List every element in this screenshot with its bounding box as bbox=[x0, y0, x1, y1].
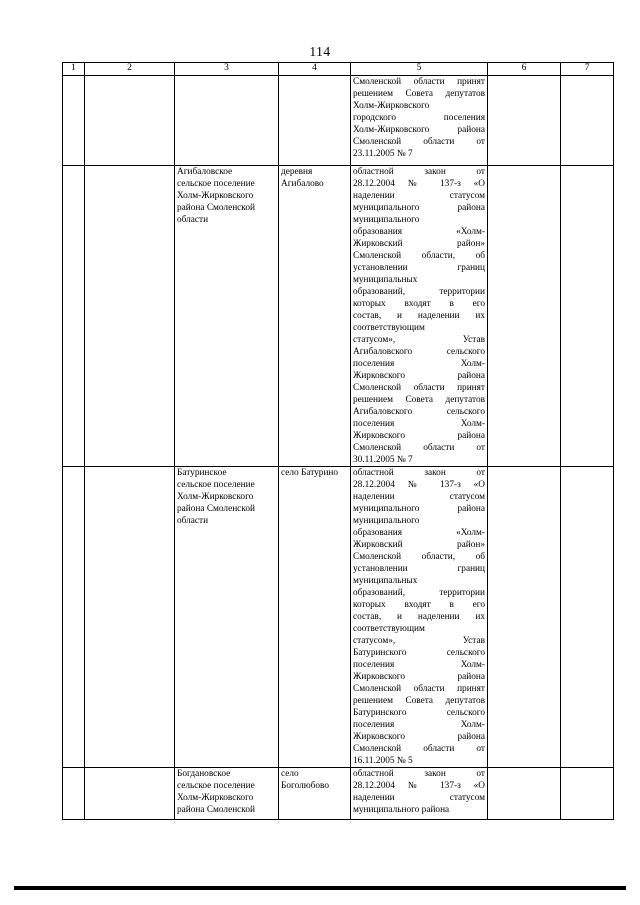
cell-line: муниципального bbox=[353, 516, 420, 526]
cell-line: Агибаловское bbox=[177, 167, 233, 177]
cell-number bbox=[63, 76, 85, 166]
cell-number bbox=[63, 166, 85, 467]
cell-center bbox=[279, 467, 351, 768]
cell-line: Агибаловского сельского bbox=[353, 407, 485, 417]
page-number: 114 bbox=[309, 44, 331, 59]
cell-number bbox=[63, 467, 85, 768]
cell-municipality bbox=[85, 467, 175, 768]
cell-line: района Смоленской bbox=[177, 203, 255, 213]
cell-line: Холм-Жирковского района bbox=[353, 125, 485, 135]
cell-line: Жирковский район» bbox=[353, 540, 485, 550]
cell-line: муниципальных bbox=[353, 275, 418, 285]
cell-line: муниципального bbox=[353, 215, 420, 225]
header-row bbox=[63, 63, 614, 76]
cell-municipality bbox=[85, 768, 175, 820]
cell-legal-basis bbox=[351, 166, 488, 467]
cell-line: установлении границ bbox=[353, 564, 485, 574]
cell-settlement bbox=[175, 166, 279, 467]
cell-line: образований, территории bbox=[353, 287, 485, 297]
cell-line: образований, территории bbox=[353, 588, 485, 598]
cell-line: 23.11.2005 № 7 bbox=[353, 149, 413, 159]
bottom-rule bbox=[14, 886, 626, 890]
cell-line: Батуринского сельского bbox=[353, 708, 485, 718]
cell-empty-7 bbox=[561, 166, 614, 467]
cell-center bbox=[279, 76, 351, 166]
cell-number bbox=[63, 768, 85, 820]
cell-line: муниципального района bbox=[353, 805, 450, 815]
cell-line: муниципального района bbox=[353, 203, 485, 213]
table-row bbox=[63, 166, 614, 467]
cell-legal-basis bbox=[351, 467, 488, 768]
cell-line: областной закон от bbox=[353, 769, 485, 779]
cell-line: образования «Холм- bbox=[353, 227, 485, 237]
cell-line: наделении статусом bbox=[353, 793, 485, 803]
cell-line: Смоленской области принят bbox=[353, 383, 485, 393]
cell-line: Жирковский район» bbox=[353, 239, 485, 249]
cell-line: Холм-Жирковского bbox=[353, 101, 430, 111]
cell-line: решением Совета депутатов bbox=[353, 696, 485, 706]
cell-line: 28.12.2004 № 137-з «О bbox=[353, 781, 485, 791]
cell-line: сельское поселение bbox=[177, 179, 255, 189]
cell-line: установлении границ bbox=[353, 263, 485, 273]
header-cell-2: 2 bbox=[85, 63, 175, 76]
header-cell-3: 3 bbox=[175, 63, 279, 76]
header-cell-6: 6 bbox=[488, 63, 561, 76]
cell-line: статусом», Устав bbox=[353, 335, 485, 345]
cell-legal-basis bbox=[351, 768, 488, 820]
cell-line: муниципальных bbox=[353, 576, 418, 586]
table-row bbox=[63, 76, 614, 166]
settlements-table bbox=[62, 62, 614, 820]
cell-empty-6 bbox=[488, 76, 561, 166]
cell-line: поселения Холм- bbox=[353, 720, 485, 730]
cell-line: Жирковского района bbox=[353, 371, 485, 381]
cell-line: муниципального района bbox=[353, 504, 485, 514]
cell-line: областной закон от bbox=[353, 468, 485, 478]
cell-line: Холм-Жирковского bbox=[177, 492, 254, 502]
cell-empty-7 bbox=[561, 76, 614, 166]
cell-line: 30.11.2005 № 7 bbox=[353, 455, 413, 465]
cell-municipality bbox=[85, 166, 175, 467]
header-cell-5: 5 bbox=[351, 63, 488, 76]
cell-center bbox=[279, 166, 351, 467]
cell-line: решением Совета депутатов bbox=[353, 395, 485, 405]
cell-line: городского поселения bbox=[353, 113, 485, 123]
cell-line: областной закон от bbox=[353, 167, 485, 177]
cell-line: Боголюбово bbox=[281, 781, 330, 791]
cell-line: Батуринское bbox=[177, 468, 227, 478]
cell-line: Агибалово bbox=[281, 179, 324, 189]
table-row bbox=[63, 467, 614, 768]
cell-line: Смоленской области принят bbox=[353, 684, 485, 694]
cell-line: района Смоленской bbox=[177, 504, 255, 514]
cell-center bbox=[279, 768, 351, 820]
cell-line: 28.12.2004 № 137-з «О bbox=[353, 480, 485, 490]
cell-line: Холм-Жирковского bbox=[177, 191, 254, 201]
cell-municipality bbox=[85, 76, 175, 166]
table-row bbox=[63, 768, 614, 820]
cell-line: Жирковского района bbox=[353, 672, 485, 682]
cell-line: района Смоленской bbox=[177, 805, 255, 815]
cell-legal-basis bbox=[351, 76, 488, 166]
cell-line: решением Совета депутатов bbox=[353, 89, 485, 99]
cell-empty-6 bbox=[488, 166, 561, 467]
cell-line: село bbox=[281, 769, 299, 779]
cell-settlement bbox=[175, 76, 279, 166]
cell-empty-7 bbox=[561, 467, 614, 768]
cell-line: Агибаловского сельского bbox=[353, 347, 485, 357]
cell-line: статусом», Устав bbox=[353, 636, 485, 646]
cell-line: 28.12.2004 № 137-з «О bbox=[353, 179, 485, 189]
cell-line: Смоленской области, об bbox=[353, 552, 485, 562]
cell-line: поселения Холм- bbox=[353, 660, 485, 670]
cell-line: которых входят в его bbox=[353, 600, 485, 610]
cell-line: состав, и наделении их bbox=[353, 311, 485, 321]
cell-line: поселения Холм- bbox=[353, 419, 485, 429]
cell-line: образования «Холм- bbox=[353, 528, 485, 538]
cell-line: состав, и наделении их bbox=[353, 612, 485, 622]
cell-line: Смоленской области от bbox=[353, 137, 485, 147]
cell-line: Смоленской области от bbox=[353, 744, 485, 754]
cell-line: поселения Холм- bbox=[353, 359, 485, 369]
cell-line: сельское поселение bbox=[177, 480, 255, 490]
cell-line: Смоленской области от bbox=[353, 443, 485, 453]
cell-line: Жирковского района bbox=[353, 732, 485, 742]
cell-line: Богдановское bbox=[177, 769, 231, 779]
cell-line: Жирковского района bbox=[353, 431, 485, 441]
cell-settlement bbox=[175, 467, 279, 768]
header-cell-7: 7 bbox=[561, 63, 614, 76]
cell-line: области bbox=[177, 516, 209, 526]
cell-line: наделении статусом bbox=[353, 492, 485, 502]
header-cell-1: 1 bbox=[63, 63, 85, 76]
cell-settlement bbox=[175, 768, 279, 820]
cell-line: деревня bbox=[281, 167, 313, 177]
cell-line: соответствующим bbox=[353, 323, 425, 333]
cell-line: которых входят в его bbox=[353, 299, 485, 309]
cell-line: 16.11.2005 № 5 bbox=[353, 756, 413, 766]
cell-line: Батуринского сельского bbox=[353, 648, 485, 658]
header-cell-4: 4 bbox=[279, 63, 351, 76]
cell-line: соответствующим bbox=[353, 624, 425, 634]
cell-line: Смоленской области принят bbox=[353, 77, 485, 87]
cell-line: наделении статусом bbox=[353, 191, 485, 201]
cell-line: село Батурино bbox=[281, 468, 339, 478]
cell-line: области bbox=[177, 215, 209, 225]
cell-line: Смоленской области, об bbox=[353, 251, 485, 261]
cell-empty-7 bbox=[561, 768, 614, 820]
cell-empty-6 bbox=[488, 467, 561, 768]
cell-line: сельское поселение bbox=[177, 781, 255, 791]
cell-line: Холм-Жирковского bbox=[177, 793, 254, 803]
cell-empty-6 bbox=[488, 768, 561, 820]
